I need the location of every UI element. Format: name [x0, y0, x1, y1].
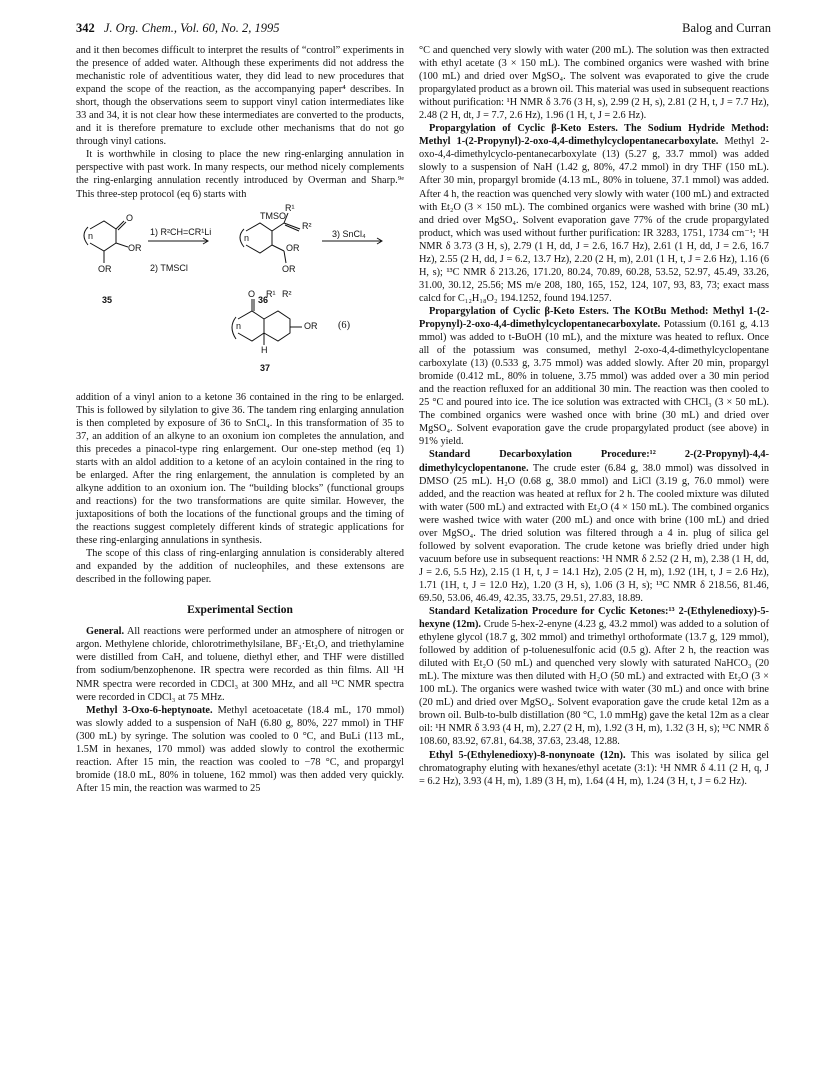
paragraph-kotbu-method [419, 305, 769, 449]
atom-label-or: OR [304, 320, 318, 331]
paragraph-nah-method [419, 122, 769, 305]
paragraph-body: The crude ester (6.84 g, 38.0 mmol) was dissolved in DMSO (25 mL). H₂O (0.68 g, 38.0 mmol) and LiCl (3.19 g, 76.0 mmol) were added, and the reaction was heated at reflux for 2 h. The cooled mixture was diluted with water (500 mL) and extracted with Et₂O (4 × 150 mL). The combined organics were washed twice with water (200 mL) and once with brine (100 mL) and dried over MgSO₄. The dried solution was filtered through a 4 in. plug of silica gel followed by solvent evaporation. The crude ketone was briefly dried under high vacuum before use in subsequent reactions: ¹H NMR δ 2.52 (2 H, m), 2.38 (1 H, dd, J = 2.6, 5.5 Hz), 2.15 (1 H, t, J = 14.1 Hz), 2.05 (2 H, m), 1.92 (1H, t, J = 2.6 Hz), 1.71 (1H, t, J = 12.0 Hz), 1.20 (3 H, s), 1.06 (3 H, s); ¹³C NMR δ 218.56, 81.46, 69.50, 53.06, 46.49, 42.35, 33.75, 29.51, 27.83, 18.89. [419, 462, 769, 604]
atom-label-r1: R¹ [266, 288, 276, 299]
paragraph-body: All reactions were performed under an atmosphere of nitrogen or argon. Methylene chloride, chlorotrimethylsilane, BF₃·Et₂O, and triethylamine were distilled from CaH, and toluene, diethyl ether, and THF were distilled from sodium/benzophenone. IR spectra were recorded as thin films. All ¹H NMR spectra were recorded in CDCl₃ at 300 MHz, and all ¹³C NMR spectra were recorded in CDCl₃ at 75 MHz. [76, 626, 404, 703]
paragraph-body: Methyl 2-oxo-4,4-dimethylcyclo-pentanecarboxylate (13) (5.27 g, 33.7 mmol) was added slowly to a suspension of NaH (1.42 g, 80%, 47.2 mmol) in dry THF (150 mL). After 30 min, propargyl bromide (4.13 mL, 80% in toluene, 37.1 mmol) was added. After 4 h, the reaction was quenched very slowly with water (100 mL) and extracted with Et₂O (3 × 150 mL). The combined organics were washed with brine (30 mL) and dried over MgSO₄. Solvent evaporation gave 77% of the crude propargylated product, which was used without further purification: IR 3283, 1751, 1734 cm⁻¹; ¹H NMR δ 3.73 (3 H, s), 2.79 (1 H, dd, J = 2.6, 16.7 Hz), 2.61 (1 H, dd, J = 2.6, 16.7 Hz), 2.55 (2 H, dd, J = 6.2, 13.7 Hz), 2.20 (2 H, m), 2.01 (1 H, t, J = 2.6 Hz), 1.16 (6 H, s); ¹³C NMR δ 213.26, 171.20, 80.24, 70.89, 60.28, 53.52, 52.97, 45.49, 33.26, 31.00, 30.12, 25.56; MS m/e 208, 180, 165, 152, 124, 107, 93, 83, 73; exact mass calcd for C₁₂H₁₈O₂ 194.1252, found 194.1257. [419, 136, 770, 304]
paragraph-body: Potassium (0.161 g, 4.13 mmol) was added to t-BuOH (10 mL), and the mixture was heated to reflux. Once all of the potassium was consumed, methyl 2-oxo-4,4-dimethylcyclopentane carboxylate (13) (0.533 g, 3.75 mmol) was added slowly. After 20 min, propargyl bromide (0.412 mL, 80% in toluene, 3.75 mmol) was added over a 30 min period and the reaction refluxed for an additional 30 min. The reaction was then cooled to 25 °C and poured into ice. The ice solution was extracted with CHCl₃ (3 × 50 mL). The combined organics were washed once with brine (30 mL) and dried over MgSO₄. Solvent evaporation gave the crude propargylated product (see above) in 91% yield. [419, 318, 769, 448]
atom-label-or: OR [286, 242, 300, 253]
atom-label-or: OR [128, 242, 142, 253]
paragraph: addition of a vinyl anion to a ketone 36 contained in the ring to be enlarged. This is followed by silylation to give 36. The tandem ring enlarging annulation is then completed by exposure of 36 to SnCl₄. In this transformation of 35 to 37, an addition of an alkyne to an oxonium ion completes the annulation, and this precedes a pinacol-type ring enlargement. Our one-step method (eq 1) starts with an aldol addition to a ketone of an acyloin contained in the ring to be enlarged. After the ring enlargement, the annulation is completed by an alkyne addition to an oxonium ion. The “building blocks” (functional groups and reactions) for the two transformations are quite similar. However, the juxtapositions of both the locations of the functional groups and the timing of the reactions suggest completely different kinds of strategic applications for these ring-enlarging annulations in synthesis. [76, 391, 404, 547]
run-in-heading: Methyl 3-Oxo-6-heptynoate. [86, 704, 213, 716]
compound-number-37: 37 [260, 362, 271, 373]
equation-number: (6) [338, 319, 351, 331]
atom-label-n: n [236, 320, 242, 331]
atom-label-r2: R² [282, 288, 292, 299]
reagent-step-1: 1) R²CH=CR¹Li [150, 226, 212, 237]
ring-36 [246, 223, 272, 253]
paragraph-methyl-oxoheptynoate [76, 704, 404, 795]
reagent-step-3: 3) SnCl₄ [332, 228, 366, 239]
header-authors: Balog and Curran [682, 21, 771, 35]
compound-number-35: 35 [102, 294, 113, 305]
run-in-heading: Ethyl 5-(Ethylenedioxy)-8-nonynoate (12n). [429, 749, 626, 761]
paragraph-body: This was isolated by silica gel chromatography eluting with hexanes/ethyl acetate (3:1): ¹H NMR δ 4.11 (2 H, q, J = 6.2 Hz), 3.93 (4 H, m), 1.89 (3 H, m), 1.64 (4 H, m), 1.24 (3 H, t, J = 6.2 Hz). [419, 749, 769, 787]
paragraph-general [76, 625, 404, 703]
atom-label-n: n [88, 230, 94, 241]
header-left [76, 18, 279, 38]
journal-citation: J. Org. Chem., Vol. 60, No. 2, 1995 [103, 21, 280, 35]
reaction-scheme-eq6 [76, 202, 404, 383]
run-in-heading: Propargylation of Cyclic β-Keto Esters. The Sodium Hydride Method: Methyl 1-(2-Propynyl)-2-oxo-4,4-dimethylcyclopentanecarboxylate. [419, 123, 769, 148]
atom-label-h: H [261, 344, 268, 355]
left-column [76, 44, 404, 795]
run-in-heading: Standard Ketalization Procedure for Cyclic Ketones:¹³ 2-(Ethylenedioxy)-5-hexyne (12m). [419, 606, 769, 631]
atom-label-tmso: TMSO [260, 210, 286, 221]
paragraph: The scope of this class of ring-enlarging annulation is considerably altered and expanded by the addition of nucleophiles, and these extensons are described in the following paper. [76, 548, 404, 586]
ring-37-b [264, 311, 290, 341]
atom-label-o: O [126, 212, 134, 223]
atom-label-or: OR [98, 263, 112, 274]
paragraph: °C and quenched very slowly with water (200 mL). The solution was then extracted with ethyl acetate (3 × 150 mL). The combined organics were washed with brine (100 mL) and dried over MgSO₄. The solvent was evaporated to give the crude propargylated product as a brown oil. This material was used in subsequent reactions without purification: ¹H NMR δ 3.76 (3 H, s), 2.99 (2 H, s), 2.81 (2 H, t, J = 7.7 Hz), 2.48 (2 H, dt, J = 7.7, 2.6 Hz), 1.96 (1 H, t, J = 2.6 Hz). [419, 45, 769, 122]
atom-label-r2: R² [302, 220, 312, 231]
run-in-heading: Standard Decarboxylation Procedure:¹² 2-(2-Propynyl)-4,4-dimethylcyclopentanone. [419, 449, 769, 474]
run-in-heading: Propargylation of Cyclic β-Keto Esters. The KOtBu Method: Methyl 1-(2-Propynyl)-2-oxo-4,4-dimethylcyclopentanecarboxylate. [419, 305, 769, 330]
run-in-heading: General. [86, 626, 125, 638]
paragraph-ketalization [419, 605, 769, 749]
paragraph-ethyl-nonynoate [419, 749, 769, 788]
paragraph-decarboxylation [419, 448, 769, 605]
paragraph: and it then becomes difficult to interpret the results of “control” experiments in the presence of added water. Although these experiments did not address the mechanistic role of adventitious water, they did lead to new procedures that expand the scope of the reaction, as the accompanying paper⁴ describes. In short, though the observations seem to support vinyl cation intermediates like 33 and 34, it is not clear how these intermediates are converted to the products, and it is therefore premature to exclude other mechanisms that do not go through vinyl cations. [76, 45, 404, 148]
atom-label-n: n [244, 232, 250, 243]
paragraph-body: Methyl acetoacetate (18.4 mL, 170 mmol) was slowly added to a suspension of NaH (6.80 g, 80%, 227 mmol) in THF (300 mL) by syringe. The solution was cooled to 0 °C, and BuLi (113 mL, 1.5M in hexanes, 170 mmol) was added slowly to control the exothermic reaction. After 15 min, the reaction was cooled to −78 °C, and propargyl bromide (18.0 mL, 80% in toluene, 162 mmol) was then added very quickly. After 15 min, the reaction was warmed to 25 [76, 704, 404, 794]
paragraph: It is worthwhile in closing to place the new ring-enlarging annulation in perspective with past work. In many respects, our method nicely complements the ring-enlarging annulation recently introduced by Overman and Sharp.⁹ᵉ This three-step protocol (eq 6) starts with [76, 149, 404, 200]
compound-number-36: 36 [258, 294, 269, 305]
atom-label-o: O [248, 288, 256, 299]
right-column [419, 44, 769, 788]
ring-37-a [238, 311, 264, 341]
page-header [76, 18, 771, 38]
atom-label-or: OR [282, 263, 296, 274]
section-title: Experimental Section [187, 604, 293, 617]
page-number: 342 [76, 21, 95, 35]
atom-label-r1: R¹ [285, 202, 295, 213]
reagent-step-2: 2) TMSCl [150, 262, 188, 273]
ring-35 [90, 221, 116, 251]
paragraph-body: Crude 5-hex-2-enyne (4.23 g, 43.2 mmol) was added to a solution of ethylene glycol (18.7 g, 302 mmol) and trimethyl orthoformate (13.7 g, 129 mmol), followed by addition of p-toluenesulfonic acid (0.5 g). After 2 h, the reaction was diluted with Et₂O (50 mL) and quenched very slowly with saturated NaHCO₃ (20 mL). The mixture was then diluted with H₂O (50 mL) and extracted with Et₂O (3 × 100 mL). The organics were washed twice with water (30 mL) and once with brine (20 mL) and dried over MgSO₄. Solvent evaporation gave the crude ketal 12m as a brown oil. Bulb-to-bulb distillation (80 °C, 1.0 mmHg) gave the ketal 12m as a clear oil: ¹H NMR δ 3.93 (4 H, m), 2.27 (2 H, m), 1.92 (3 H, m), 1.32 (3 H, s); ¹³C NMR δ 108.60, 83.92, 67.81, 64.38, 37.63, 23.48, 12.88. [419, 619, 769, 748]
